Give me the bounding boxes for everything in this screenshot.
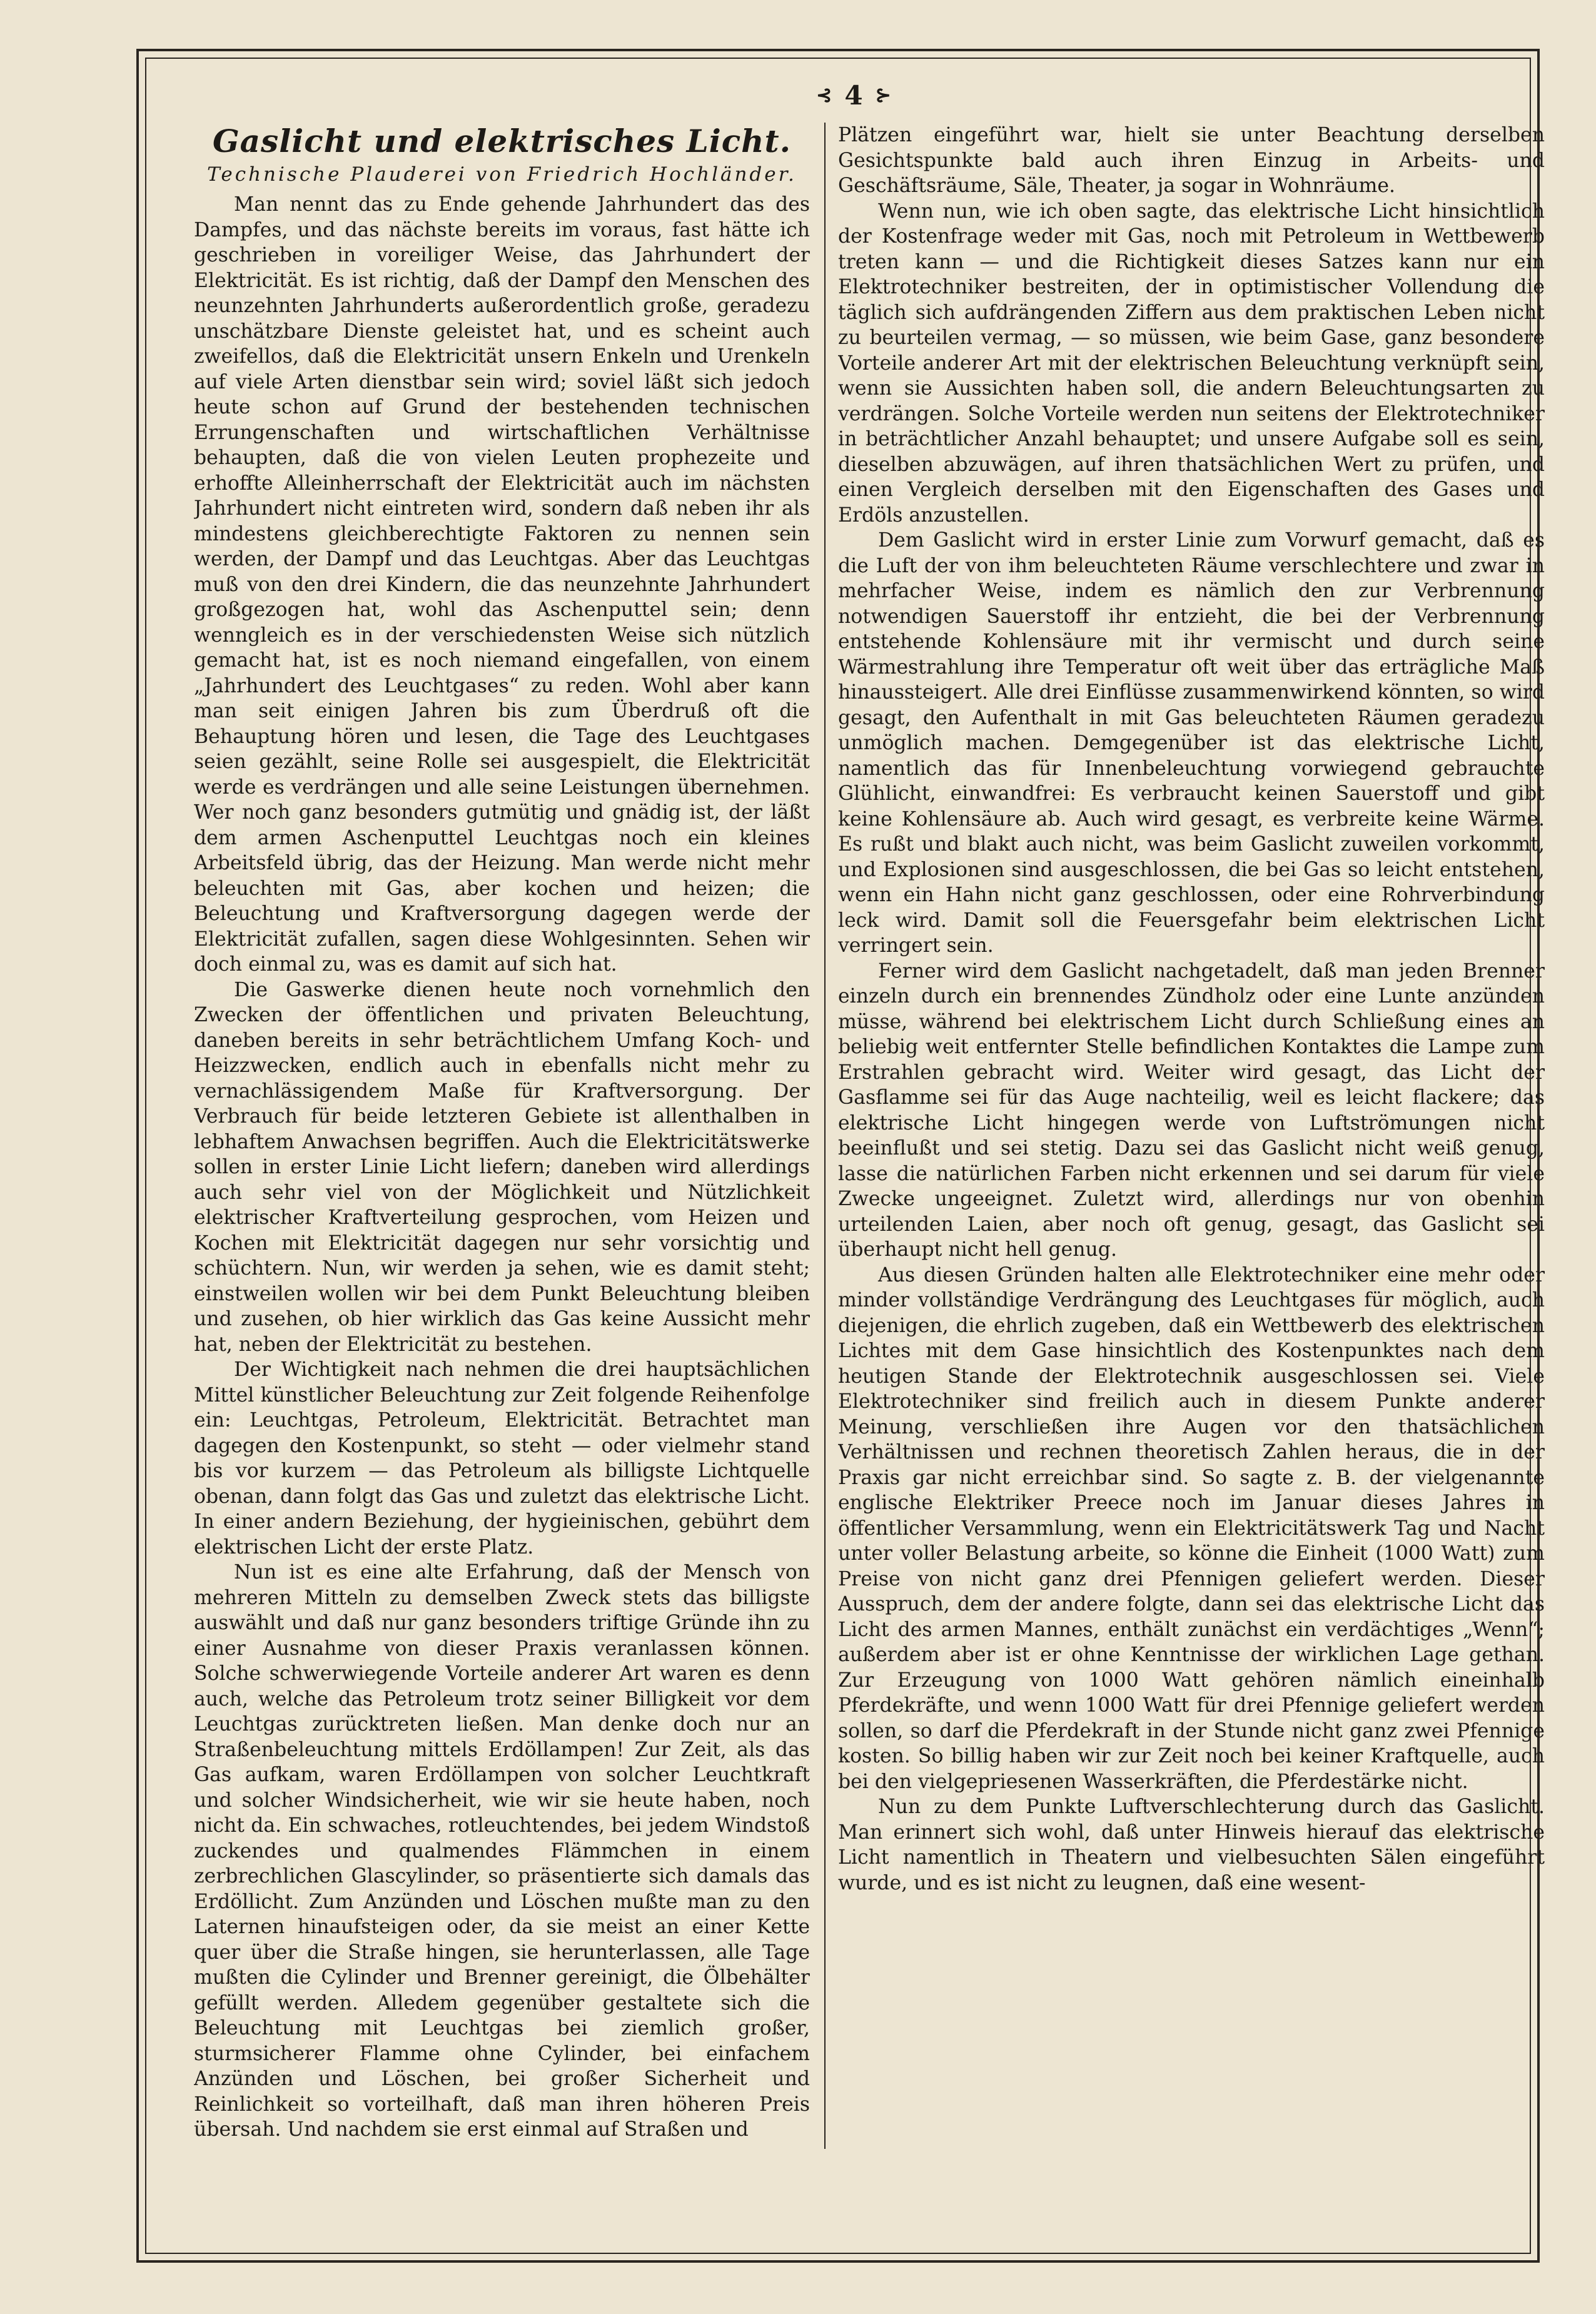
- right-column: [838, 123, 1545, 2249]
- paragraph: Man nennt das zu Ende gehende Jahrhundert das des Dampfes, und das nächste bereits im voraus, fast hätte ich geschrieben in voreiliger Weise, das Jahrhundert der Elektricität. Es ist richtig, daß der Dampf den Menschen des neunzehnten Jahrhunderts außerordentlich große, geradezu unschätzbare Dienste geleistet hat, und es scheint auch zweifellos, daß die Elektricität unsern Enkeln und Urenkeln auf viele Arten dienstbar sein wird; soviel läßt sich jedoch heute schon auf Grund der bestehenden technischen Errungenschaften und wirtschaftlichen Verhältnisse behaupten, daß die von vielen Leuten prophezeite und erhoffte Alleinherrschaft der Elektricität auch im nächsten Jahrhundert nicht eintreten wird, sondern daß neben ihr als mindestens gleichberechtigte Faktoren zu nennen sein werden, der Dampf und das Leuchtgas. Aber das Leuchtgas muß von den drei Kindern, die das neunzehnte Jahrhundert großgezogen hat, wohl das Aschenputtel sein; denn wenngleich es in der verschiedensten Weise sich nützlich gemacht hat, ist es noch niemand eingefallen, von einem „Jahrhundert des Leuchtgases“ zu reden. Wohl aber kann man seit einigen Jahren bis zum Überdruß oft die Behauptung hören und lesen, die Tage des Leuchtgases seien gezählt, seine Rolle sei ausgespielt, die Elektricität werde es verdrängen und alle seine Leistungen übernehmen. Wer noch ganz besonders gutmütig und gnädig ist, der läßt dem armen Aschenputtel Leuchtgas noch ein kleines Arbeitsfeld übrig, das der Heizung. Man werde nicht mehr beleuchten mit Gas, aber kochen und heizen; die Beleuchtung und Kraftversorgung dagegen werde der Elektricität zufallen, sagen diese Wohlgesinnten. Sehen wir doch einmal zu, was es damit auf sich hat.: [194, 193, 810, 976]
- left-ornament-icon: ⊰: [816, 84, 832, 106]
- paragraph: Ferner wird dem Gaslicht nachgetadelt, daß man jeden Brenner einzeln durch ein brennendes Zündholz oder eine Lunte anzünden müsse, während bei elektrischem Licht durch Schließung eines an beliebig weit entfernter Stelle befindlichen Kontaktes die Lampe zum Erstrahlen gebracht wird. Weiter wird gesagt, das Licht der Gasflamme sei für das Auge nachteilig, weil es leicht flackere; das elektrische Licht hingegen werde von Luftströmungen nicht beeinflußt und sei stetig. Dazu sei das Gaslicht nicht weiß genug, lasse die natürlichen Farben nicht erkennen und sei darum für viele Zwecke ungeeignet. Zuletzt wird, allerdings nur von obenhin urteilenden Laien, aber noch oft genug, gesagt, das Gaslicht sei überhaupt nicht hell genug.: [838, 959, 1545, 1261]
- paragraph: Wenn nun, wie ich oben sagte, das elektrische Licht hinsichtlich der Kostenfrage weder mit Gas, noch mit Petroleum in Wettbewerb treten kann — und die Richtigkeit dieses Satzes kann nur ein Elektrotechniker bestreiten, der in optimistischer Vollendung die täglich sich aufdrängenden Ziffern aus dem praktischen Leben nicht zu beurteilen vermag, — so müssen, wie beim Gase, ganz besondere Vorteile anderer Art mit der elektrischen Beleuchtung verknüpft sein, wenn sie Aussichten haben soll, die andern Beleuchtungsarten zu verdrängen. Solche Vorteile werden nun seitens der Elektrotechniker in beträchtlicher Anzahl behauptet; und unsere Aufgabe soll es sein, dieselben abzuwägen, auf ihren thatsächlichen Wert zu prüfen, und einen Vergleich derselben mit den Eigenschaften des Gases und Erdöls anzustellen.: [838, 200, 1545, 527]
- paragraph: Nun zu dem Punkte Luftverschlechterung durch das Gaslicht. Man erinnert sich wohl, daß unter Hinweis hierauf das elektrische Licht namentlich in Theatern und vielbesuchten Sälen eingeführt wurde, und es ist nicht zu leugnen, daß eine wesent-: [838, 1796, 1545, 1894]
- paragraph: Nun ist es eine alte Erfahrung, daß der Mensch von mehreren Mitteln zu demselben Zweck stets das billigste auswählt und daß nur ganz besonders triftige Gründe ihn zu einer Ausnahme von dieser Praxis veranlassen können. Solche schwerwiegende Vorteile anderer Art waren es denn auch, welche das Petroleum trotz seiner Billigkeit vor dem Leuchtgas zurücktreten ließen. Man denke doch nur an Straßenbeleuchtung mittels Erdöllampen! Zur Zeit, als das Gas aufkam, waren Erdöllampen von solcher Leuchtkraft und solcher Windsicherheit, wie wir sie heute haben, noch nicht da. Ein schwaches, rotleuchtendes, bei jedem Windstoß zuckendes und qualmendes Flämmchen in einem zerbrechlichen Glascylinder, so präsentierte sich damals das Erdöllicht. Zum Anzünden und Löschen mußte man zu den Laternen hinaufsteigen oder, da sie meist an einer Kette quer über die Straße hingen, sie herunterlassen, alle Tage mußten die Cylinder und Brenner gereinigt, die Ölbehälter gefüllt werden. Alledem gegenüber gestaltete sich die Beleuchtung mit Leuchtgas bei ziemlich großer, sturmsicherer Flamme ohne Cylinder, bei einfachem Anzünden und Löschen, bei großer Sicherheit und Reinlichkeit so vorteilhaft, daß man ihren höheren Preis übersah. Und nachdem sie erst einmal auf Straßen und: [194, 1561, 810, 2141]
- paragraph: Dem Gaslicht wird in erster Linie zum Vorwurf gemacht, daß es die Luft der von ihm beleuchteten Räume verschlechtere und zwar in mehrfacher Weise, indem es nämlich den zur Verbrennung notwendigen Sauerstoff ihr entzieht, die bei der Verbrennung entstehende Kohlensäure mit ihr vermischt und durch seine Wärmestrahlung ihre Temperatur oft weit über das erträgliche Maß hinaussteigert. Alle drei Einflüsse zusammenwirkend könnten, so wird gesagt, den Aufenthalt in mit Gas beleuchteten Räumen geradezu unmöglich machen. Demgegenüber ist das elektrische Licht, namentlich das für Innenbeleuchtung vorwiegend gebrauchte Glühlicht, einwandfrei: Es verbraucht keinen Sauerstoff und gibt keine Kohlensäure ab. Auch wird gesagt, es verbreite keine Wärme. Es rußt und blakt auch nicht, was beim Gaslicht zuweilen vorkommt, und Explosionen sind ausgeschlossen, die bei Gas so leicht entstehen, wenn ein Hahn nicht ganz geschlossen, oder eine Rohrverbindung leck wird. Damit soll die Feuersgefahr beim elektrischen Licht verringert sein.: [838, 529, 1545, 957]
- article-title: Gaslicht und elektrisches Licht.: [212, 123, 792, 159]
- paragraph: Plätzen eingeführt war, hielt sie unter Beachtung derselben Gesichtspunkte bald auch ihren Einzug in Arbeits- und Geschäftsräume, Säle, Theater, ja sogar in Wohnräume.: [838, 124, 1545, 197]
- page-number-header: [794, 80, 913, 111]
- paragraph: Aus diesen Gründen halten alle Elektrotechniker eine mehr oder minder vollständige Verdrängung des Leuchtgases für möglich, auch diejenigen, die ehrlich zugeben, daß ein Wettbewerb des elektrischen Lichtes mit dem Gase hinsichtlich des Kostenpunktes nach dem heutigen Stande der Elektrotechnik ausgeschlossen sei. Viele Elektrotechniker sind freilich auch in diesem Punkte anderer Meinung, verschließen ihre Augen vor den thatsächlichen Verhältnissen und rechnen theoretisch Zahlen heraus, die in der Praxis gar nicht erreichbar sind. So sagte z. B. der vielgenannte englische Elektriker Preece noch im Januar dieses Jahres in öffentlicher Versammlung, wenn ein Elektricitätswerk Tag und Nacht unter voller Belastung arbeite, so könne die Einheit (1000 Watt) zum Preise von nicht ganz drei Pfennigen geliefert werden. Dieser Ausspruch, dem der andere folgte, dann sei das elektrische Licht das Licht des armen Mannes, enthält zunächst ein verdächtiges „Wenn“; außerdem aber ist er ohne Kenntnisse der wirklichen Lage gethan. Zur Erzeugung von 1000 Watt gehören nämlich eineinhalb Pferdekräfte, und wenn 1000 Watt für drei Pfennige geliefert werden sollen, so darf die Pferdekraft in der Stunde nicht ganz zwei Pfennige kosten. So billig haben wir zur Zeit noch bei keiner Kraftquelle, auch bei den vielgepriesenen Wasserkräften, die Pferdestärke nicht.: [838, 1263, 1545, 1793]
- page-number: 4: [844, 80, 863, 111]
- column-divider: [824, 123, 826, 2149]
- left-column: [194, 123, 810, 2249]
- paragraph: Die Gaswerke dienen heute noch vornehmlich den Zwecken der öffentlichen und privaten Beleuchtung, daneben bereits in sehr beträchtlichem Umfang Koch- und Heizzwecken, endlich auch in ebenfalls nicht mehr zu vernachlässigendem Maße für Kraftversorgung. Der Verbrauch für beide letzteren Gebiete ist allenthalben in lebhaftem Anwachsen begriffen. Auch die Elektricitätswerke sollen in erster Linie Licht liefern; daneben wird allerdings auch sehr viel von der Möglichkeit und Nützlichkeit elektrischer Kraftverteilung gesprochen, vom Heizen und Kochen mit Elektricität dagegen nur sehr vorsichtig und schüchtern. Nun, wir werden ja sehen, wie es damit steht; einstweilen wollen wir bei dem Punkt Beleuchtung bleiben und zusehen, ob hier wirklich das Gas keine Aussicht mehr hat, neben der Elektricität zu bestehen.: [194, 978, 810, 1356]
- article-subtitle: Technische Plauderei von Friedrich Hochländer.: [207, 163, 797, 186]
- paragraph: Der Wichtigkeit nach nehmen die drei hauptsächlichen Mittel künstlicher Beleuchtung zur Zeit folgende Reihenfolge ein: Leuchtgas, Petroleum, Elektricität. Betrachtet man dagegen den Kostenpunkt, so steht — oder vielmehr stand bis vor kurzem — das Petroleum als billigste Lichtquelle obenan, dann folgt das Gas und zuletzt das elektrische Licht. In einer andern Beziehung, der hygieinischen, gebührt dem elektrischen Licht der erste Platz.: [194, 1358, 810, 1559]
- right-ornament-icon: ⊱: [875, 84, 891, 106]
